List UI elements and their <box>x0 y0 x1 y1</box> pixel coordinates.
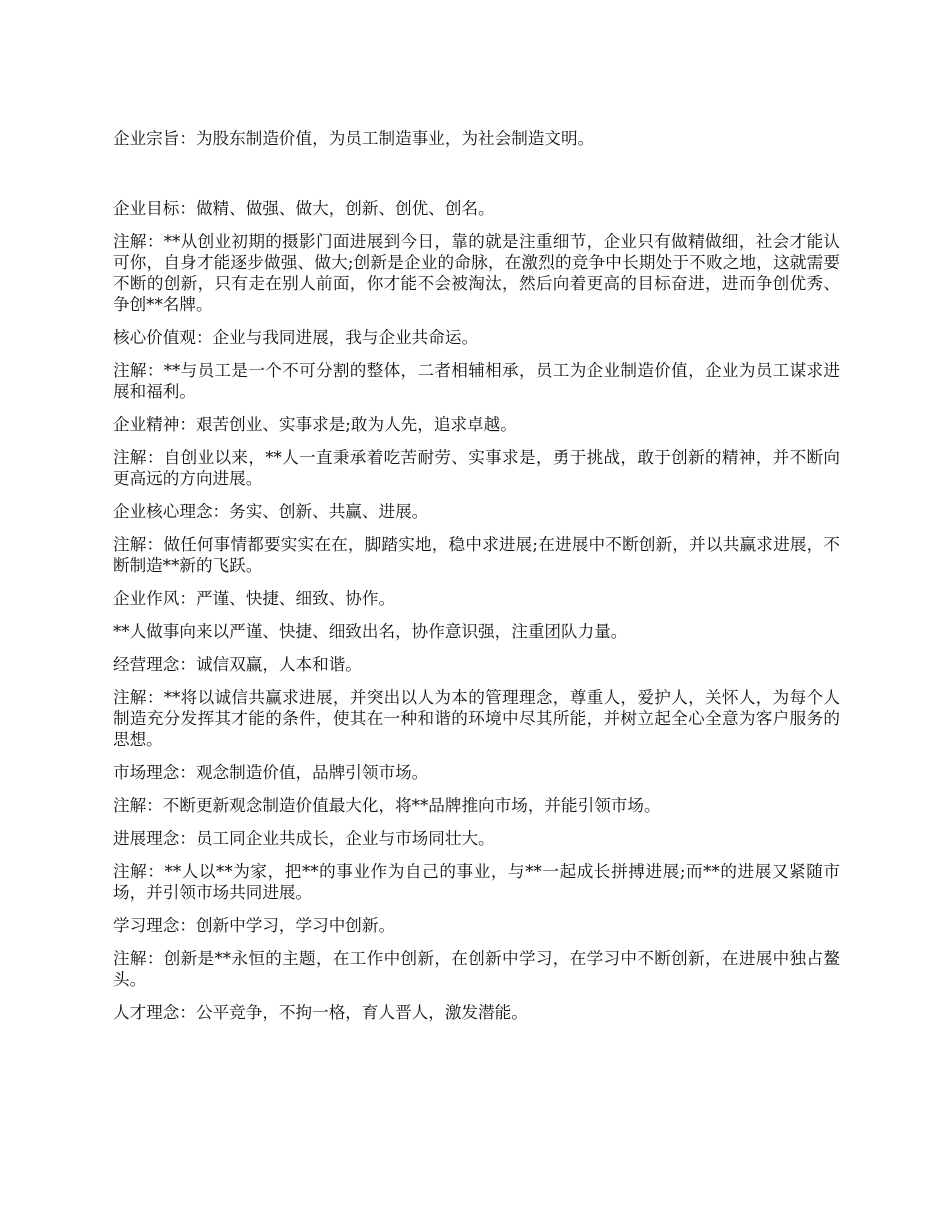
paragraph-business-concept-note: 注解：**将以诚信共赢求进展，并突出以人为本的管理理念，尊重人，爱护人，关怀人，为每个人制造充分发挥其才能的条件，使其在一种和谐的环境中尽其所能，并树立起全心全意为客户服务的思想。 <box>113 688 840 749</box>
paragraph-business-concept: 经营理念：诚信双赢，人本和谐。 <box>113 655 362 674</box>
paragraph-spirit: 企业精神：艰苦创业、实事求是;敢为人先，追求卓越。 <box>113 415 517 434</box>
paragraph-learning-concept: 学习理念：创新中学习，学习中创新。 <box>113 916 396 935</box>
paragraph-core-concept: 企业核心理念：务实、创新、共赢、进展。 <box>113 502 429 521</box>
paragraph-market-concept: 市场理念：观念制造价值，品牌引领市场。 <box>113 763 429 782</box>
paragraph-development-concept-note: 注解：**人以**为家，把**的事业作为自己的事业，与**一起成长拼搏进展;而**的进展又紧随市场，并引领市场共同进展。 <box>113 862 840 902</box>
paragraph-goal-note: 注解：**从创业初期的摄影门面进展到今日，靠的就是注重细节，企业只有做精做细，社会才能认可你，自身才能逐步做强、做大;创新是企业的命脉，在激烈的竞争中长期处于不败之地，这就需要不断的创新，只有走在别人前面，你才能不会被淘汰，然后向着更高的目标奋进，进而争创优秀、争创**名牌。 <box>113 232 840 314</box>
paragraph-core-values: 核心价值观：企业与我同进展，我与企业共命运。 <box>113 328 479 347</box>
paragraph-core-concept-note: 注解：做任何事情都要实实在在，脚踏实地，稳中求进展;在进展中不断创新，并以共赢求进展，不断制造**新的飞跃。 <box>113 535 840 575</box>
paragraph-purpose: 企业宗旨：为股东制造价值，为员工制造事业，为社会制造文明。 <box>113 129 595 148</box>
document-body <box>113 198 840 1035</box>
paragraph-learning-concept-note: 注解：创新是**永恒的主题，在工作中创新，在创新中学习，在学习中不断创新，在进展中独占鳌头。 <box>113 949 840 989</box>
paragraph-development-concept: 进展理念：员工同企业共成长，企业与市场同壮大。 <box>113 829 495 848</box>
paragraph-spirit-note: 注解：自创业以来，**人一直秉承着吃苦耐劳、实事求是，勇于挑战，敢于创新的精神，并不断向更高远的方向进展。 <box>113 448 840 488</box>
paragraph-market-concept-note: 注解：不断更新观念制造价值最大化，将**品牌推向市场，并能引领市场。 <box>113 796 661 815</box>
paragraph-core-values-note: 注解：**与员工是一个不可分割的整体，二者相辅相承，员工为企业制造价值，企业为员工谋求进展和福利。 <box>113 361 840 401</box>
paragraph-style-note: **人做事向来以严谨、快捷、细致出名，协作意识强，注重团队力量。 <box>113 622 628 641</box>
paragraph-talent-concept: 人才理念：公平竞争，不拘一格，育人晋人，激发潜能。 <box>113 1003 528 1022</box>
paragraph-style: 企业作风：严谨、快捷、细致、协作。 <box>113 589 396 608</box>
paragraph-goal: 企业目标：做精、做强、做大，创新、创优、创名。 <box>113 199 495 218</box>
